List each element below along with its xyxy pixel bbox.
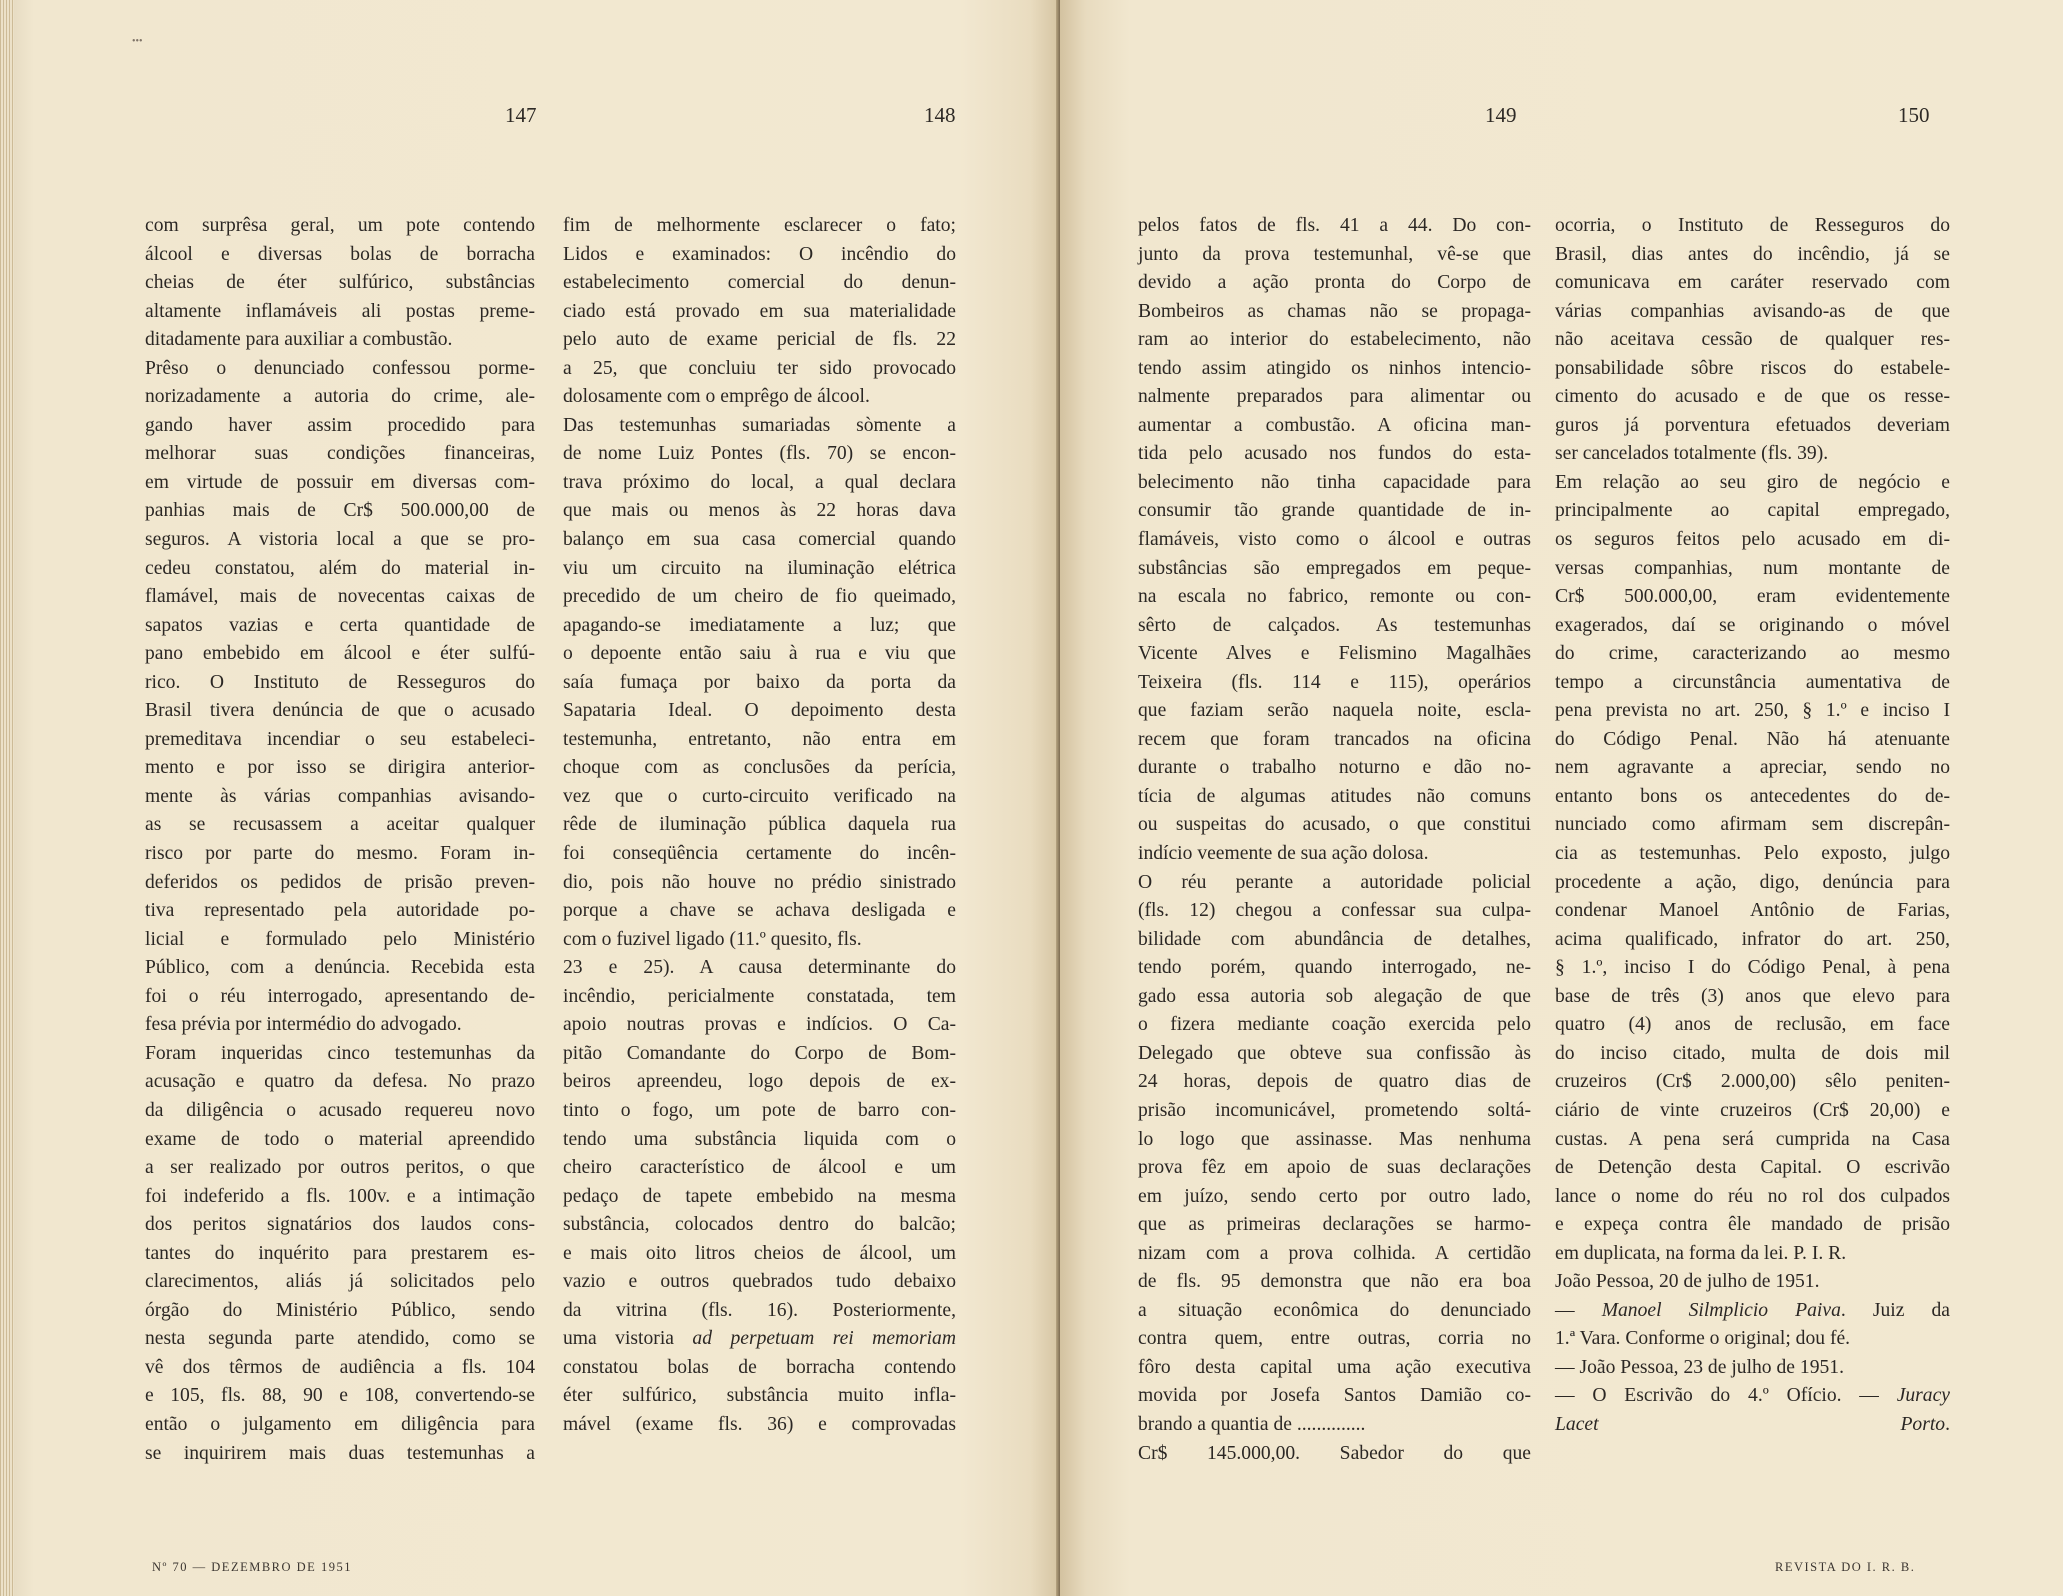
text-line: da vitrina (fls. 16). Posteriormente, [563, 1299, 956, 1321]
text-line: mente às várias companhias avisando- [145, 785, 535, 807]
text-line: quatro (4) anos de reclusão, em face [1555, 1014, 1950, 1036]
text-line: brando a quantia de .............. [1138, 1413, 1366, 1435]
text-line: Vicente Alves e Felismino Magalhães [1138, 643, 1531, 665]
text-line: aumentar a combustão. A oficina man- [1138, 414, 1531, 436]
text-line: cheiro característico de álcool e um [563, 1157, 956, 1179]
text-line: Sapataria Ideal. O depoimento desta [563, 700, 956, 722]
text-line: lo logo que assinasse. Mas nenhuma [1138, 1128, 1531, 1150]
text-line: e mais oito litros cheios de álcool, um [563, 1242, 956, 1264]
text-line: tendo uma substância liquida com o [563, 1128, 956, 1150]
text-line: apoio noutras provas e indícios. O Ca- [563, 1014, 956, 1036]
text-line: em juízo, sendo certo por outro lado, [1138, 1185, 1531, 1207]
text-line: pena prevista no art. 250, § 1.º e inciso I [1555, 700, 1950, 722]
text-line: testemunha, entretanto, não entra em [563, 728, 956, 750]
text-line: sapatos vazias e certa quantidade de [145, 614, 535, 636]
text-line: de Detenção desta Capital. O escrivão [1555, 1157, 1950, 1179]
text-line: pelo auto de exame pericial de fls. 22 [563, 329, 956, 351]
text-line: Bombeiros as chamas não se propaga- [1138, 300, 1531, 322]
text-line: substância, colocados dentro do balcão; [563, 1214, 956, 1236]
text-line: Foram inqueridas cinco testemunhas da [145, 1042, 535, 1064]
text-line: o depoente então saiu à rua e viu que [563, 643, 956, 665]
text-line: apagando-se imediatamente a luz; que [563, 614, 956, 636]
text-line: norizadamente a autoria do crime, ale- [145, 386, 535, 408]
text-line: balanço em sua casa comercial quando [563, 529, 956, 551]
text-line: nizam com a prova colhida. A certidão [1138, 1242, 1531, 1264]
text-line: ram ao interior do estabelecimento, não [1138, 329, 1531, 351]
text-line: lance o nome do réu no rol dos culpados [1555, 1185, 1950, 1207]
text-line: cheias de éter sulfúrico, substâncias [145, 272, 535, 294]
footer-issue-date: Nº 70 — DEZEMBRO DE 1951 [152, 1560, 352, 1574]
text-line: álcool e diversas bolas de borracha [145, 243, 535, 265]
text-line: prisão incomunicável, prometendo soltá- [1138, 1099, 1531, 1121]
text-line: ciado está provado em sua materialidade [563, 300, 956, 322]
text-column-1 [145, 212, 535, 1468]
text-line: pano embebido em álcool e éter sulfú- [145, 643, 535, 665]
text-line: com o fuzivel ligado (11.º quesito, fls. [563, 928, 862, 950]
text-line: cedeu constatou, além do material in- [145, 557, 535, 579]
text-line: de fls. 95 demonstra que não era boa [1138, 1271, 1531, 1293]
text-line: altamente inflamáveis ali postas preme- [145, 300, 535, 322]
text-line: junto da prova testemunhal, vê-se que [1138, 243, 1531, 265]
text-column-4 [1555, 212, 1950, 1440]
text-line: foi conseqüência certamente do incên- [563, 843, 956, 865]
text-line: belecimento não tinha capacidade para [1138, 471, 1531, 493]
text-line: Das testemunhas sumariadas sòmente a [563, 414, 956, 436]
text-line: dolosamente com o emprêgo de álcool. [563, 386, 870, 408]
text-line: ponsabilidade sôbre riscos do estabele- [1555, 357, 1950, 379]
text-line: sêrto de calçados. As testemunhas [1138, 614, 1531, 636]
text-line: melhorar suas condições financeiras, [145, 443, 535, 465]
text-line: panhias mais de Cr$ 500.000,00 de [145, 500, 535, 522]
text-line: em virtude de possuir em diversas com- [145, 471, 535, 493]
text-line: Prêso o denunciado confessou porme- [145, 357, 535, 379]
text-line: Cr$ 500.000,00, eram evidentemente [1555, 586, 1950, 608]
text-line: cimento do acusado e de que os resse- [1555, 386, 1950, 408]
text-line: então o julgamento em diligência para [145, 1413, 535, 1435]
text-line: condenar Manoel Antônio de Farias, [1555, 900, 1950, 922]
text-line: acusação e quatro da defesa. No prazo [145, 1071, 535, 1093]
text-line: a ser realizado por outros peritos, o que [145, 1157, 535, 1179]
text-line: pitão Comandante do Corpo de Bom- [563, 1042, 956, 1064]
text-column-3 [1138, 212, 1531, 1468]
text-line: gado essa autoria sob alegação de que [1138, 985, 1531, 1007]
text-line: seguros. A vistoria local a que se pro- [145, 529, 535, 551]
text-line: consumir tão grande quantidade de in- [1138, 500, 1531, 522]
text-line: custas. A pena será cumprida na Casa [1555, 1128, 1950, 1150]
text-line: § 1.º, inciso I do Código Penal, à pena [1555, 957, 1950, 979]
text-line: tendo assim atingido os ninhos intencio- [1138, 357, 1531, 379]
text-line: rêde de iluminação pública daquela rua [563, 814, 956, 836]
text-line: Lidos e examinados: O incêndio do [563, 243, 956, 265]
text-line: fôro desta capital uma ação executiva [1138, 1356, 1531, 1378]
text-line: durante o trabalho noturno e dão no- [1138, 757, 1531, 779]
text-line: João Pessoa, 20 de julho de 1951. [1555, 1271, 1820, 1293]
text-line: pelos fatos de fls. 41 a 44. Do con- [1138, 215, 1531, 236]
text-line: fesa prévia por intermédio do advogado. [145, 1014, 462, 1036]
text-line: fim de melhormente esclarecer o fato; [563, 215, 956, 236]
text-line: vê dos têrmos de audiência a fls. 104 [145, 1356, 535, 1378]
page-number-147: 147 [505, 103, 537, 127]
text-line: Público, com a denúncia. Recebida esta [145, 957, 535, 979]
text-line: o fizera mediante coação exercida pelo [1138, 1014, 1531, 1036]
text-line: versas companhias, num montante de [1555, 557, 1950, 579]
text-line: guros já porventura efetuados deveriam [1555, 414, 1950, 436]
page-number-149: 149 [1485, 103, 1517, 127]
text-line: incêndio, pericialmente constatada, tem [563, 985, 956, 1007]
text-line: do Código Penal. Não há atenuante [1555, 728, 1950, 750]
text-line: procedente a ação, digo, denúncia para [1555, 871, 1950, 893]
text-line: substâncias são empregados em peque- [1138, 557, 1531, 579]
text-line: e 105, fls. 88, 90 e 108, convertendo-se [145, 1385, 535, 1407]
text-line: do inciso citado, multa de dois mil [1555, 1042, 1950, 1064]
text-line: deferidos os pedidos de prisão preven- [145, 871, 535, 893]
text-line: em duplicata, na forma da lei. P. I. R. [1555, 1242, 1847, 1264]
text-line: porque a chave se achava desligada e [563, 900, 956, 922]
text-line: movida por Josefa Santos Damião co- [1138, 1385, 1531, 1407]
text-line: recem que foram trancados na oficina [1138, 728, 1531, 750]
text-line: ocorria, o Instituto de Resseguros do [1555, 215, 1950, 236]
text-line: Cr$ 145.000,00. Sabedor do que [1138, 1442, 1531, 1464]
text-line: beiros apreendeu, logo depois de ex- [563, 1071, 956, 1093]
text-line: dio, pois não houve no prédio sinistrado [563, 871, 956, 893]
text-line: várias companhias avisando-as de que [1555, 300, 1950, 322]
text-line: os seguros feitos pelo acusado em di- [1555, 529, 1950, 551]
text-line: entanto bons os antecedentes do de- [1555, 785, 1950, 807]
text-line: Delegado que obteve sua confissão às [1138, 1042, 1531, 1064]
text-line: com surprêsa geral, um pote contendo [145, 215, 535, 236]
text-line: ditadamente para auxiliar a combustão. [145, 329, 453, 351]
text-line: a 25, que concluiu ter sido provocado [563, 357, 956, 379]
text-line: saía fumaça por baixo da porta da [563, 671, 956, 693]
text-line: risco por parte do mesmo. Foram in- [145, 843, 535, 865]
text-line: 24 horas, depois de quatro dias de [1138, 1071, 1531, 1093]
text-line: cia as testemunhas. Pelo exposto, julgo [1555, 843, 1950, 865]
text-line: ou suspeitas do acusado, o que constitui [1138, 814, 1531, 836]
text-line: devido a ação pronta do Corpo de [1138, 272, 1531, 294]
text-line: Brasil tivera denúncia de que o acusado [145, 700, 535, 722]
text-line: tendo porém, quando interrogado, ne- [1138, 957, 1531, 979]
text-line: de nome Luiz Pontes (fls. 70) se encon- [563, 443, 956, 465]
text-line: Em relação ao seu giro de negócio e [1555, 471, 1950, 493]
text-line: exame de todo o material apreendido [145, 1128, 535, 1150]
text-line: éter sulfúrico, substância muito infla- [563, 1385, 956, 1407]
text-line: acima qualificado, infrator do art. 250, [1555, 928, 1950, 950]
text-line: Brasil, dias antes do incêndio, já se [1555, 243, 1950, 265]
text-line: e expeça contra êle mandado de prisão [1555, 1214, 1950, 1236]
text-line: da diligência o acusado requereu novo [145, 1099, 535, 1121]
text-line: constatou bolas de borracha contendo [563, 1356, 956, 1378]
text-line: Lacet Porto. [1555, 1413, 1950, 1435]
text-line: vez que o curto-circuito verificado na [563, 785, 956, 807]
text-line: clarecimentos, aliás já solicitados pelo [145, 1271, 535, 1293]
text-line: que mais ou menos às 22 horas dava [563, 500, 956, 522]
text-line: órgão do Ministério Público, sendo [145, 1299, 535, 1321]
text-line: que faziam serão naquela noite, escla- [1138, 700, 1531, 722]
text-line: vazio e outros quebrados tudo debaixo [563, 1271, 956, 1293]
text-line: nem agravante a apreciar, sendo no [1555, 757, 1950, 779]
text-line: principalmente ao capital empregado, [1555, 500, 1950, 522]
text-line: prova fêz em apoio de suas declarações [1138, 1157, 1531, 1179]
text-line: pedaço de tapete embebido na mesma [563, 1185, 956, 1207]
text-line: tempo a circunstância aumentativa de [1555, 671, 1950, 693]
text-line: indício veemente de sua ação dolosa. [1138, 843, 1429, 865]
page-number-148: 148 [924, 103, 956, 127]
text-line: 23 e 25). A causa determinante do [563, 957, 956, 979]
text-line: as se recusassem a aceitar qualquer [145, 814, 535, 836]
text-line: 1.ª Vara. Conforme o original; dou fé. [1555, 1328, 1851, 1350]
text-line: não aceitava cessão de qualquer res- [1555, 329, 1950, 351]
text-line: precedido de um cheiro de fio queimado, [563, 586, 956, 608]
text-line: estabelecimento comercial do denun- [563, 272, 956, 294]
text-line: Teixeira (fls. 114 e 115), operários [1138, 671, 1531, 693]
text-line: na escala no fabrico, remonte ou con- [1138, 586, 1531, 608]
text-line: uma vistoria ad perpetuam rei memoriam [563, 1328, 956, 1350]
text-line: nunciado como afirmam sem discrepân- [1555, 814, 1950, 836]
text-line: mento e por isso se dirigira anterior- [145, 757, 535, 779]
text-line: do crime, caracterizando ao mesmo [1555, 643, 1950, 665]
text-line: flamável, mais de novecentas caixas de [145, 586, 535, 608]
right-page [1060, 0, 2063, 1596]
page-edges [0, 0, 14, 1596]
text-line: que as primeiras declarações se harmo- [1138, 1214, 1531, 1236]
text-line: rico. O Instituto de Resseguros do [145, 671, 535, 693]
footer-journal-name: REVISTA DO I. R. B. [1775, 1560, 1916, 1574]
text-line: a situação econômica do denunciado [1138, 1299, 1531, 1321]
text-line: tantes do inquérito para prestarem es- [145, 1242, 535, 1264]
text-line: contra quem, entre outras, corria no [1138, 1328, 1531, 1350]
text-line: viu um circuito na iluminação elétrica [563, 557, 956, 579]
text-line: premeditava incendiar o seu estabeleci- [145, 728, 535, 750]
text-line: licial e formulado pelo Ministério [145, 928, 535, 950]
text-line: dos peritos signatários dos laudos cons- [145, 1214, 535, 1236]
text-line: cruzeiros (Cr$ 2.000,00) sêlo peniten- [1555, 1071, 1950, 1093]
text-line: trava próximo do local, a qual declara [563, 471, 956, 493]
text-line: O réu perante a autoridade policial [1138, 871, 1531, 893]
text-line: choque com as conclusões da perícia, [563, 757, 956, 779]
text-line: nesta segunda parte atendido, como se [145, 1328, 535, 1350]
text-line: bilidade com abundância de detalhes, [1138, 928, 1531, 950]
text-line: tida pelo acusado nos fundos do esta- [1138, 443, 1531, 465]
text-line: se inquirirem mais duas testemunhas a [145, 1442, 535, 1464]
text-line: mável (exame fls. 36) e comprovadas [563, 1413, 956, 1435]
text-line: ciário de vinte cruzeiros (Cr$ 20,00) e [1555, 1099, 1950, 1121]
text-line: tícia de algumas atitudes não comuns [1138, 785, 1531, 807]
text-column-2 [563, 212, 956, 1440]
text-line: tiva representado pela autoridade po- [145, 900, 535, 922]
text-line: foi indeferido a fls. 100v. e a intimação [145, 1185, 535, 1207]
text-line: ser cancelados totalmente (fls. 39). [1555, 443, 1829, 465]
page-number-150: 150 [1898, 103, 1930, 127]
text-line: — Manoel Silmplicio Paiva. Juiz da [1555, 1299, 1950, 1321]
text-line: exagerados, daí se originando o móvel [1555, 614, 1950, 636]
text-line: nalmente preparados para alimentar ou [1138, 386, 1531, 408]
text-line: — João Pessoa, 23 de julho de 1951. [1555, 1356, 1844, 1378]
text-line: tinto o fogo, um pote de barro con- [563, 1099, 956, 1121]
text-line: flamáveis, visto como o álcool e outras [1138, 529, 1531, 551]
text-line: gando haver assim procedido para [145, 414, 535, 436]
text-line: (fls. 12) chegou a confessar sua culpa- [1138, 900, 1531, 922]
text-line: comunicava em caráter reservado com [1555, 272, 1950, 294]
paper-speck: ••• [132, 36, 143, 47]
text-line: foi o réu interrogado, apresentando de- [145, 985, 535, 1007]
text-line: — O Escrivão do 4.º Ofício. — Juracy [1555, 1385, 1950, 1407]
text-line: base de três (3) anos que elevo para [1555, 985, 1950, 1007]
